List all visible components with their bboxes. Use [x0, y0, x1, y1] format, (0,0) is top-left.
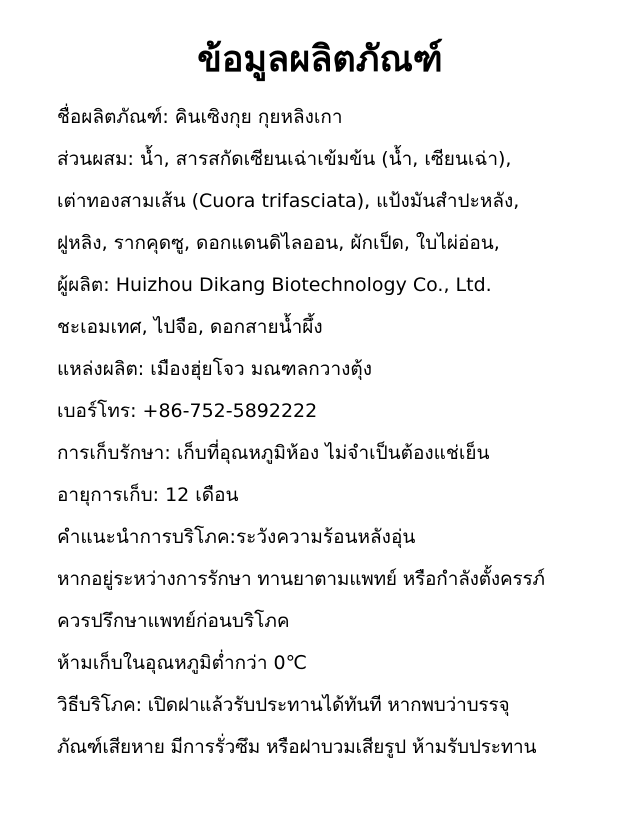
phone-line: เบอร์โทร: +86-752-5892222 [57, 400, 318, 422]
manufacturer-line: ผู้ผลิต: Huizhou Dikang Biotechnology Co., Ltd. [57, 274, 492, 296]
storage-line: การเก็บรักษา: เก็บที่อุณหภูมิห้อง ไม่จำเป็นต้องแช่เย็น [57, 442, 490, 464]
shelf-life-line: อายุการเก็บ: 12 เดือน [57, 484, 239, 506]
ingredients-line-2: เต่าทองสามเส้น (Cuora trifasciata), แป้งมันสำปะหลัง, [57, 190, 520, 212]
ingredients-line-1: ส่วนผสม: น้ำ, สารสกัดเซียนเฉ่าเข้มข้น (น้ำ, เซียนเฉ่า), [57, 148, 512, 170]
usage-line-1: วิธีบริโภค: เปิดฝาแล้วรับประทานได้ทันที หากพบว่าบรรจุ [57, 694, 510, 716]
advice-line-3: ควรปรึกษาแพทย์ก่อนบริโภค [57, 610, 290, 632]
page-title: ข้อมูลผลิตภัณฑ์ [197, 39, 443, 80]
origin-line: แหล่งผลิต: เมืองฮุ่ยโจว มณฑลกวางตุ้ง [57, 358, 373, 380]
ingredients-line-4: ชะเอมเทศ, ไปจือ, ดอกสายน้ำผึ้ง [57, 316, 323, 338]
product-name-line: ชื่อผลิตภัณฑ์: คินเซิงกุย กุยหลิงเกา [57, 106, 343, 128]
usage-line-2: ภัณฑ์เสียหาย มีการรั่วซึม หรือฝาบวมเสียรูป ห้ามรับประทาน [57, 736, 537, 758]
ingredients-line-3: ฝูหลิง, รากคุดซู, ดอกแดนดิไลออน, ผักเป็ด, ใบไผ่อ่อน, [57, 232, 500, 254]
advice-line-2: หากอยู่ระหว่างการรักษา ทานยาตามแพทย์ หรือกำลังตั้งครรภ์ [57, 568, 545, 590]
temperature-warning-line: ห้ามเก็บในอุณหภูมิต่ำกว่า 0℃ [57, 652, 307, 674]
advice-line-1: คำแนะนำการบริโภค:ระวังความร้อนหลังอุ่น [57, 526, 416, 548]
